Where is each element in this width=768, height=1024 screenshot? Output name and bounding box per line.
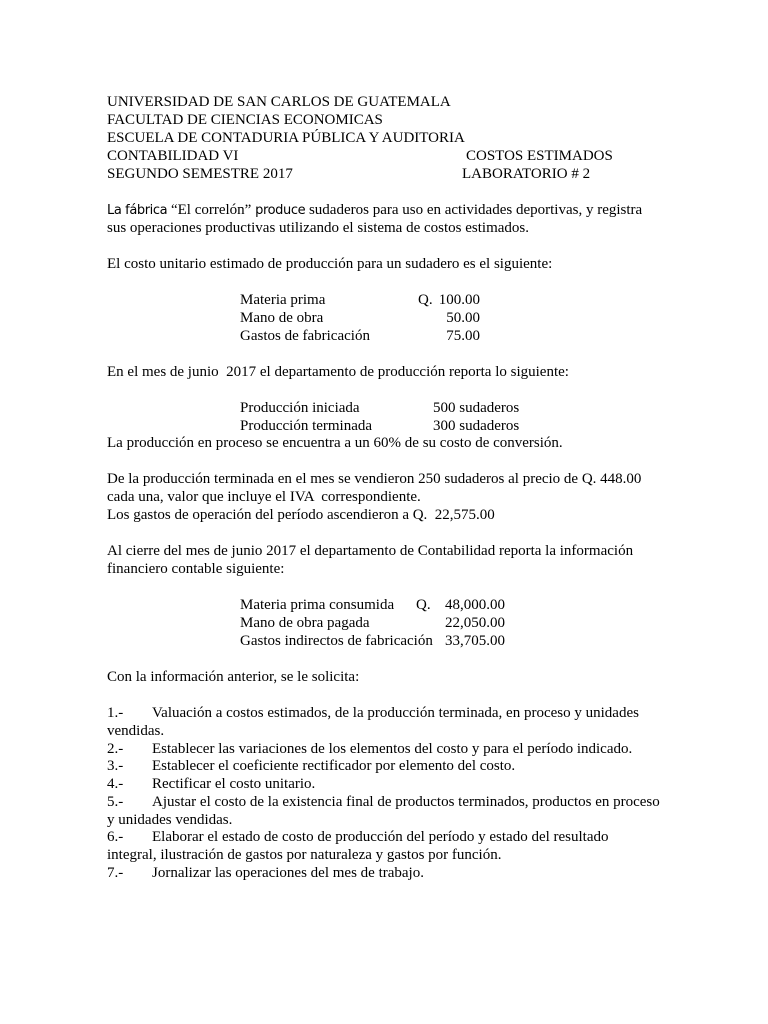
task-text: Ajustar el costo de la existencia final de productos terminados, productos en proceso [152,794,660,810]
in-process-note: La producción en proceso se encuentra a un 60% de su costo de conversión. [107,435,563,451]
actual-label-labor: Mano de obra pagada [240,615,370,631]
task-text: Jornalizar las operaciones del mes de trabajo. [152,865,424,881]
actual-value-labor: 22,050.00 [445,615,505,631]
task-text: Valuación a costos estimados, de la producción terminada, en proceso y unidades [152,705,639,721]
production-started-label: Producción iniciada [240,400,360,416]
actual-label-raw-material: Materia prima consumida [240,597,395,613]
unit-cost-value-overhead: 75.00 [446,328,480,344]
task-text: Establecer las variaciones de los elementos del costo y para el período indicado. [152,741,633,757]
unit-cost-label-labor: Mano de obra [240,310,324,326]
topic-name: COSTOS ESTIMADOS [466,148,613,164]
university-name: UNIVERSIDAD DE SAN CARLOS DE GUATEMALA [107,94,451,110]
semester: SEGUNDO SEMESTRE 2017 [107,166,293,182]
unit-cost-value-raw-material: 100.00 [438,292,480,308]
task-continuation: y unidades vendidas. [107,812,233,828]
unit-cost-label-overhead: Gastos de fabricación [240,328,370,344]
intro-line-2: sus operaciones productivas utilizando el sistema de costos estimados. [107,220,529,236]
task-number: 7.- [107,865,124,881]
school-name: ESCUELA DE CONTADURIA PÚBLICA Y AUDITORIA [107,130,465,146]
task-text: Establecer el coeficiente rectificador por elemento del costo. [152,758,516,774]
course-name: CONTABILIDAD VI [107,148,239,164]
task-continuation: vendidas. [107,723,165,739]
lab-number: LABORATORIO # 2 [462,166,591,182]
intro-line-1 [107,201,642,220]
task-continuation: integral, ilustración de gastos por naturaleza y gastos por función. [107,847,502,863]
closing-line-2: financiero contable siguiente: [107,561,285,577]
unit-cost-currency: Q. [418,292,433,308]
task-number: 1.- [107,705,124,721]
intro-part-3: produce [255,203,306,218]
actual-currency: Q. [416,597,431,613]
june-intro: En el mes de junio 2017 el departamento de producción reporta lo siguiente: [107,364,569,380]
task-number: 6.- [107,829,124,845]
task-number: 3.- [107,758,124,774]
intro-part-4: sudaderos para uso en actividades deportivas, y registra [305,202,643,218]
actual-label-overhead: Gastos indirectos de fabricación [240,633,433,649]
task-text: Elaborar el estado de costo de producción del período y estado del resultado [152,829,609,845]
production-finished-label: Producción terminada [240,418,373,434]
closing-line-1: Al cierre del mes de junio 2017 el departamento de Contabilidad reporta la información [107,543,634,559]
actual-value-raw-material: 48,000.00 [445,597,505,613]
actual-value-overhead: 33,705.00 [445,633,505,649]
production-started-value: 500 sudaderos [433,400,520,416]
task-number: 2.- [107,741,124,757]
intro-part-1: La fábrica [107,203,168,218]
faculty-name: FACULTAD DE CIENCIAS ECONOMICAS [107,112,383,128]
task-number: 5.- [107,794,124,810]
unit-cost-label-raw-material: Materia prima [240,292,326,308]
request-intro: Con la información anterior, se le solicita: [107,669,360,685]
sales-line-3: Los gastos de operación del período ascendieron a Q. 22,575.00 [107,507,495,523]
sales-line-2: cada una, valor que incluye el IVA correspondiente. [107,489,421,505]
production-finished-value: 300 sudaderos [433,418,520,434]
unit-cost-value-labor: 50.00 [446,310,480,326]
intro-part-2: “El correlón” [167,202,256,218]
task-number: 4.- [107,776,124,792]
unit-cost-intro: El costo unitario estimado de producción para un sudadero es el siguiente: [107,256,553,272]
sales-line-1: De la producción terminada en el mes se vendieron 250 sudaderos al precio de Q. 448.00 [107,471,642,487]
task-text: Rectificar el costo unitario. [152,776,316,792]
